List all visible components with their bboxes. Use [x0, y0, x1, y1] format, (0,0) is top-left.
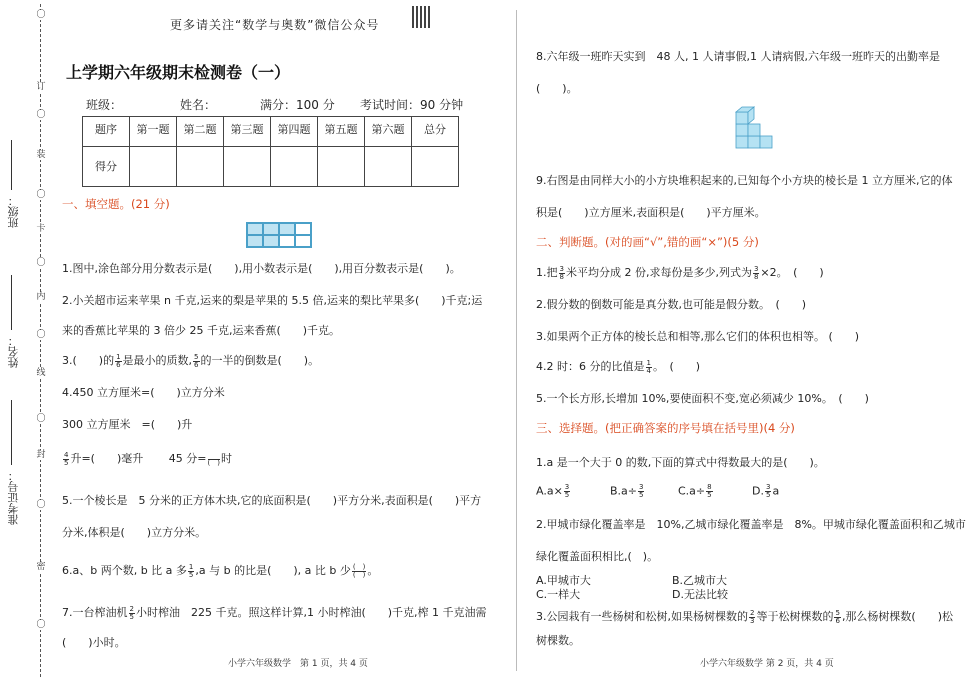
question-6 — [62, 562, 378, 579]
choice-3-line2: 树棵数。 — [536, 634, 580, 647]
binding-mark: 〇 — [36, 500, 46, 510]
section-title-judge: 二、判断题。(对的画“√”,错的画“×”)(5 分) — [536, 235, 759, 249]
score-row-label: 得分 — [83, 147, 130, 187]
binding-mark: 〇 — [36, 190, 46, 200]
info-class: 班级： — [86, 98, 123, 112]
score-header: 题序 — [83, 117, 130, 147]
choice-1-option-a: A.a× $\frac{3}{5}$ — [536, 483, 570, 499]
fraction: $\frac{5}{6}$ — [835, 608, 840, 625]
c3-text: ,那么杨树棵数( )松 — [841, 610, 954, 623]
qr-code-icon — [412, 6, 432, 28]
j1-text: 米平均分成 2 份,求每份是多少,列式为 — [565, 266, 752, 279]
footer-page-1: 小学六年级数学 第 1 页，共 4 页 — [228, 659, 368, 669]
score-cell[interactable] — [130, 147, 177, 187]
question-4-line2: 300 立方厘米 =( )升 — [62, 418, 193, 431]
info-time: 考试时间：90 分钟 — [360, 98, 464, 112]
column-divider — [516, 10, 517, 671]
side-label-class: 班级： — [7, 195, 20, 228]
choice-1-option-d: D. $\frac{3}{5}$ a — [752, 483, 780, 499]
score-cell[interactable] — [224, 147, 271, 187]
side-write-line — [11, 275, 12, 330]
side-label-exam-no: 准考证号： — [7, 470, 20, 525]
fraction: $\frac{1}{4}$ — [646, 358, 651, 375]
question-9-line2: 积是( )立方厘米,表面积是( )平方厘米。 — [536, 206, 766, 219]
q6-text: 。 — [367, 564, 379, 577]
q4-text: 45 分= — [168, 452, 207, 465]
header-note: 更多请关注“数学与奥数”微信公众号 — [170, 18, 380, 32]
question-4-line3 — [62, 450, 232, 467]
j1-text: ×2。 ( ) — [760, 266, 824, 279]
judge-1 — [536, 264, 824, 281]
question-4-line1: 4.450 立方厘米=( )立方分米 — [62, 386, 225, 399]
score-table — [82, 116, 459, 187]
fraction: $\frac{1}{6}$ — [116, 352, 121, 369]
binding-mark: 线 — [36, 368, 46, 378]
score-cell[interactable] — [271, 147, 318, 187]
q3-text: 是最小的质数, — [122, 354, 193, 367]
footer-page-2: 小学六年级数学 第 2 页，共 4 页 — [700, 659, 834, 669]
score-cell[interactable] — [177, 147, 224, 187]
question-9-line1: 9.右图是由同样大小的小方块堆积起来的,已知每个小方块的棱长是 1 立方厘米,它的体 — [536, 174, 953, 187]
binding-mark: 〇 — [36, 258, 46, 268]
choice-1: 1.a 是一个大于 0 的数,下面的算式中得数最大的是( )。 — [536, 456, 825, 469]
question-1: 1.图中,涂色部分用分数表示是( ),用小数表示是( ),用百分数表示是( )。 — [62, 262, 461, 275]
side-write-line — [11, 400, 12, 465]
score-cell[interactable] — [412, 147, 459, 187]
choice-2-option-a: A.甲城市大 — [536, 574, 591, 587]
q4-text: 时 — [220, 452, 232, 465]
binding-mark: 〇 — [36, 330, 46, 340]
section-title-choice: 三、选择题。(把正确答案的序号填在括号里)(4 分) — [536, 421, 795, 435]
q4-text: 升=( )毫升 — [70, 452, 144, 465]
choice-2-line2: 绿化覆盖面积相比,( )。 — [536, 550, 659, 563]
section-title-fill: 一、填空题。(21 分) — [62, 197, 170, 211]
question-7-line1 — [62, 604, 487, 621]
question-2-line2: 来的香蕉比苹果的 3 倍少 25 千克,运来香蕉( )千克。 — [62, 324, 341, 337]
score-header: 第四题 — [271, 117, 318, 147]
c3-text: 等于松树棵数的 — [756, 610, 834, 623]
choice-2-option-c: C.一样大 — [536, 588, 581, 601]
score-header: 第二题 — [177, 117, 224, 147]
side-write-line — [11, 140, 12, 190]
question-8-line2: ( )。 — [536, 82, 578, 95]
fraction: $\frac{4}{5}$ — [64, 450, 69, 467]
fraction: $\frac{3}{8}$ — [559, 264, 564, 281]
judge-5: 5.一个长方形,长增加 10%,要使面积不变,宽必须减少 10%。 ( ) — [536, 392, 869, 405]
binding-mark: 订 — [36, 82, 46, 92]
fraction: $\frac{2}{5}$ — [129, 604, 134, 621]
fraction: $\frac{1}{5}$ — [188, 562, 194, 579]
choice-2-line1: 2.甲城市绿化覆盖率是 10%,乙城市绿化覆盖率是 8%。甲城市绿化覆盖面积和乙城市 — [536, 518, 966, 531]
q6-text: ,a 与 b 的比是( ), a 比 b 少 — [195, 564, 351, 577]
fraction-blank: ( ) — [208, 452, 220, 467]
side-label-name: 姓名： — [7, 335, 20, 368]
q3-text: 3.( )的 — [62, 354, 115, 367]
j4-text: 4.2 时：6 分的比值是 — [536, 360, 645, 373]
fraction: $\frac{5}{6}$ — [194, 352, 199, 369]
fraction: $\frac{3}{8}$ — [753, 264, 759, 281]
question-8-line1: 8.六年级一班昨天实到 48 人, 1 人请事假,1 人请病假,六年级一班昨天的出勤率是 — [536, 50, 940, 63]
shaded-grid-figure — [246, 222, 312, 248]
binding-dashed-line — [40, 4, 41, 677]
binding-mark: 封 — [36, 450, 46, 460]
score-header: 第一题 — [130, 117, 177, 147]
choice-2-option-d: D.无法比较 — [672, 588, 728, 601]
binding-mark: 〇 — [36, 414, 46, 424]
score-header: 总分 — [412, 117, 459, 147]
question-5-line1: 5.一个棱长是 5 分米的正方体木块,它的底面积是( )平方分米,表面积是( )平方 — [62, 494, 482, 507]
info-name: 姓名： — [180, 98, 217, 112]
fraction-blank: $\frac{( )}{( )}$ — [352, 562, 366, 579]
judge-3: 3.如果两个正方体的棱长总和相等,那么它们的体积也相等。 ( ) — [536, 330, 860, 343]
question-5-line2: 分米,体积是( )立方分米。 — [62, 526, 207, 539]
q7-text: 小时榨油 225 千克。照这样计算,1 小时榨油( )千克,榨 1 千克油需 — [135, 606, 487, 619]
question-2-line1: 2.小关超市运来苹果 n 千克,运来的梨是苹果的 5.5 倍,运来的梨比苹果多( )千克;运 — [62, 294, 483, 307]
question-3 — [62, 352, 319, 369]
question-7-line2: ( )小时。 — [62, 636, 126, 649]
binding-mark: 卡 — [36, 224, 46, 234]
judge-2: 2.假分数的倒数可能是真分数,也可能是假分数。 ( ) — [536, 298, 807, 311]
score-header: 第三题 — [224, 117, 271, 147]
choice-1-option-c: C.a÷ $\frac{8}{5}$ — [678, 483, 712, 499]
page-title: 上学期六年级期末检测卷（一） — [66, 63, 291, 82]
binding-mark: 〇 — [36, 10, 46, 20]
binding-mark: 内 — [36, 292, 46, 302]
choice-2-option-b: B.乙城市大 — [672, 574, 728, 587]
info-score: 满分：100 分 — [260, 98, 335, 112]
score-header: 第五题 — [318, 117, 365, 147]
score-header: 第六题 — [365, 117, 412, 147]
choice-1-option-b: B.a÷ $\frac{3}{5}$ — [610, 483, 644, 499]
stacked-cubes-figure — [734, 106, 774, 156]
binding-mark: 密 — [36, 562, 46, 572]
j4-text: 。 ( ) — [652, 360, 701, 373]
binding-mark: 〇 — [36, 110, 46, 120]
q3-text: 的一半的倒数是( )。 — [200, 354, 320, 367]
binding-mark: 〇 — [36, 620, 46, 630]
judge-4 — [536, 358, 700, 375]
score-cell[interactable] — [365, 147, 412, 187]
choice-3-line1 — [536, 608, 953, 625]
q6-text: 6.a、b 两个数, b 比 a 多 — [62, 564, 187, 577]
q7-text: 7.一台榨油机 — [62, 606, 128, 619]
score-cell[interactable] — [318, 147, 365, 187]
binding-margin — [0, 0, 56, 681]
c3-text: 3.公园栽有一些杨树和松树,如果杨树棵数的 — [536, 610, 748, 623]
binding-mark: 装 — [36, 150, 46, 160]
fraction: $\frac{2}{3}$ — [750, 608, 755, 625]
j1-text: 1.把 — [536, 266, 558, 279]
